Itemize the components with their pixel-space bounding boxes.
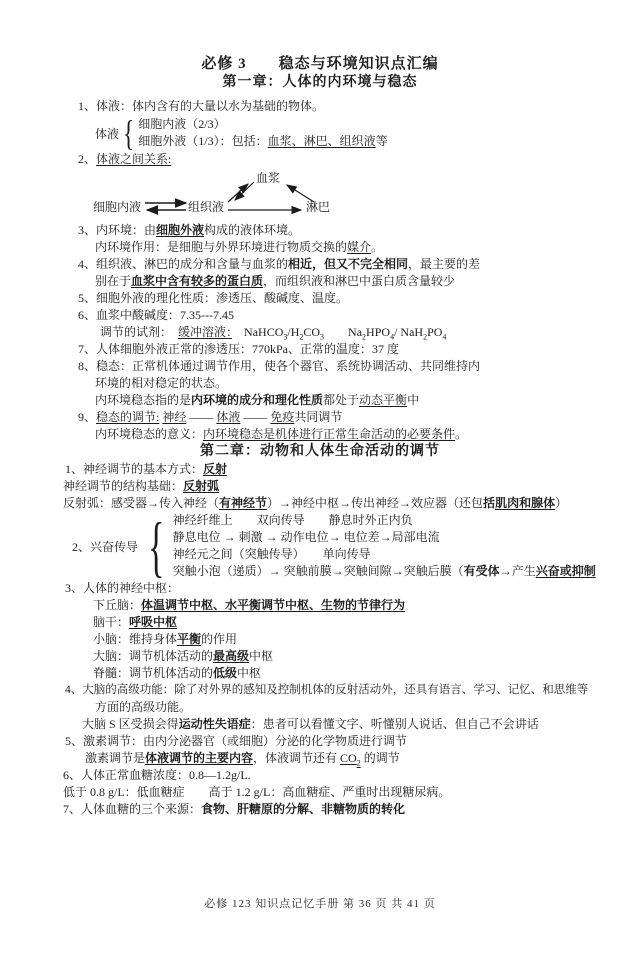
line-buffer-reagent: 调节的试剂： 缓冲溶液： $NaHCO_3/H_2CO_3$ $Na_2HPO_4/$ $NaH_2PO_4$: [100, 325, 447, 342]
line-humoral-regulation: 激素调节是体液调节的主要内容，体液调节还有 $CO_2$ 的调节: [85, 751, 400, 768]
line-physicochemical: 5、细胞外液的理化性质：渗透压、酸碱度、温度。: [78, 291, 349, 305]
line-homeostasis-def-2: 环境的相对稳定的状态。: [95, 376, 228, 390]
line-advanced-functions-1: 4、大脑的高级功能：除了对外界的感知及控制机体的反射活动外，还具有语言、学习、记忆、和思维等: [65, 684, 589, 696]
excitation-brace-rows: [173, 512, 596, 580]
row-between-neurons: 神经元之间（突触传导） 单向传导: [172, 547, 371, 561]
body-fluid-brace-group: [95, 115, 640, 151]
row-resting-potential: 静息电位 → 刺激 → 动作电位→ 电位差→局部电流: [172, 530, 440, 544]
line-spinal-cord: 脊髓：调节机体活动的低级中枢: [93, 666, 262, 680]
document-title: 必修 3 稳态与环境知识点汇编: [201, 56, 439, 72]
line-s-area-aphasia: 大脑 S 区受损会得运动性失语症：患者可以看懂文字、听懂别人说话、但自己不会讲话: [82, 717, 539, 731]
arrow-tissue-to-plasma: [228, 184, 248, 202]
line-internal-env-role: 内环境作用：是细胞与外界环境进行物质交换的媒介。: [95, 240, 384, 254]
row-intracellular-fluid: 细胞内液（2/3）: [138, 117, 226, 131]
fluid-exchange-diagram: [88, 169, 378, 221]
line-advanced-functions-2: 方面的高级功能。: [95, 700, 192, 714]
chapter2-title: 第二章：动物和人体生命活动的调节: [200, 444, 440, 459]
node-plasma: 血浆: [256, 171, 281, 185]
excitation-brace-label: 2、兴奋传导: [72, 539, 139, 554]
line-nerve-basic-mode: 1、神经调节的基本方式：反射: [65, 462, 228, 476]
line-hypothalamus: 下丘脑：体温调节中枢、水平衡调节中枢、生物的节律行为: [93, 598, 406, 612]
line-body-fluid-def: 1、体液：体内含有的大量以水为基础的物体。: [78, 99, 325, 113]
line-composition-diff: 别在于血浆中含有较多的蛋白质，而组织液和淋巴中蛋白质含量较少: [95, 274, 456, 288]
line-hormone-regulation: 5、激素调节：由内分泌器官（或细胞）分泌的化学物质进行调节: [65, 734, 408, 748]
body-fluid-brace-rows: [138, 116, 387, 150]
row-extracellular-fluid: 细胞外液（1/3）：包括：血浆、淋巴、组织液等: [138, 134, 388, 148]
line-ph-range: 6、血浆中酸碱度：7.35---7.45: [78, 308, 234, 322]
line-nerve-structure-basis: 神经调节的结构基础：反射弧: [63, 479, 220, 493]
body-fluid-brace-label: 体液: [95, 126, 120, 141]
line-homeostasis-def-1: 8、稳态：正常机体通过调节作用，使各个器官、系统协调活动、共同维持内: [78, 359, 481, 373]
line-blood-sugar-levels: 低于 0.8 g/L：低血糖症 高于 1.2 g/L：高血糖症、严重时出现糖尿病。: [63, 785, 451, 799]
chapter1-title: 第一章：人体的内环境与稳态: [222, 75, 418, 90]
row-synaptic-vesicle: 突触小泡（递质）→ 突触前膜→突触间隙→突触后膜（有受体→产生兴奋或抑制: [172, 564, 596, 578]
row-nerve-fiber: 神经纤维上 双向传导 静息时外正内负: [172, 513, 413, 527]
line-blood-sugar-sources: 7、人体血糖的三个来源：食物、肝糖原的分解、非糖物质的转化: [63, 802, 406, 816]
line-composition-similar: 4、组织液、淋巴的成分和含量与血浆的相近，但又不完全相同，最主要的差: [78, 257, 481, 271]
line-homeostasis-significance: 内环境稳态的意义：内环境稳态是机体进行正常生命活动的必要条件。: [95, 427, 468, 441]
line-cerebrum: 大脑：调节机体活动的最高级中枢: [93, 649, 274, 663]
node-lymph: 淋巴: [306, 200, 331, 214]
fluid-exchange-arrows: [88, 169, 378, 221]
line-nerve-centers: 3、人体的神经中枢：: [65, 581, 180, 595]
left-brace-glyph: {: [148, 508, 165, 584]
node-tissue-fluid: 组织液: [188, 200, 225, 214]
line-osmotic-pressure: 7、人体细胞外液正常的渗透压：770kPa、正常的温度：37 度: [78, 342, 400, 356]
arrow-plasma-to-tissue: [235, 182, 254, 200]
page-footer: 必修 123 知识点记忆手册 第 36 页 共 41 页: [204, 898, 436, 910]
line-cerebellum: 小脑：维持身体平衡的作用: [93, 632, 238, 646]
line-brainstem: 脑干：呼吸中枢: [93, 615, 178, 629]
document-page: [0, 55, 640, 910]
line-blood-sugar: 6、人体正常血糖浓度：0.8—1.2g/L.: [63, 768, 251, 782]
node-intracellular-fluid: 细胞内液: [93, 200, 142, 214]
line-homeostasis-regulation: 9、稳态的调节: 神经 —— 体液 —— 免疫共同调节: [78, 410, 343, 424]
line-fluid-relation: 2、体液之间关系:: [78, 152, 172, 166]
left-brace-glyph: {: [123, 113, 135, 153]
line-reflex-arc: 反射弧：感受器→传入神经（有神经节）→神经中枢→传出神经→效应器（还包括肌肉和腺体）: [63, 496, 568, 510]
line-homeostasis-dynamic: 内环境稳态指的是内环境的成分和理化性质都处于动态平衡中: [95, 393, 420, 407]
line-internal-env: 3、内环境：由细胞外液构成的液体环境。: [78, 223, 301, 237]
arrow-lymph-to-plasma: [287, 185, 314, 202]
excitation-brace-group: [72, 508, 640, 584]
